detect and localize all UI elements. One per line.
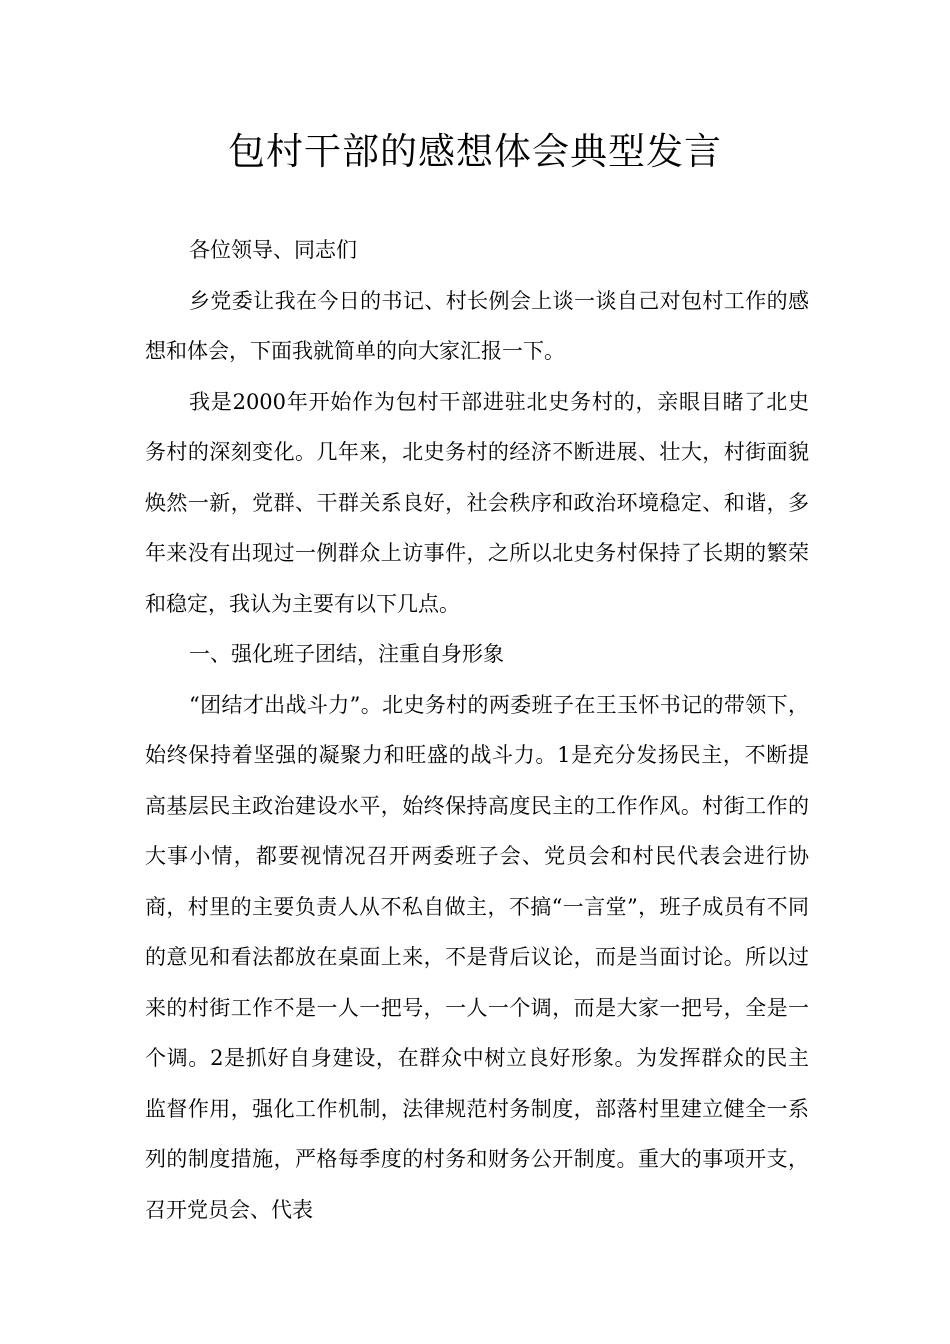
paragraph-greeting: 各位领导、同志们	[189, 238, 357, 262]
paragraph-background: 我是2000年开始作为包村干部进驻北史务村的，亲眼目睹了北史务村的深刻变化。几年来，北史务村的经济不断进展、壮大，村街面貌焕然一新，党群、干群关系良好，社会秩序和政治环境稳定、和谐，多年来没有出现过一例群众上访事件，之所以北史务村保持了长期的繁荣和稳定，我认为主要有以下几点。	[145, 389, 809, 616]
document-body	[145, 225, 809, 1235]
paragraph-section-1: “团结才出战斗力”。北史务村的两委班子在王玉怀书记的带领下，始终保持着坚强的凝聚力和旺盛的战斗力。1是充分发扬民主，不断提高基层民主政治建设水平，始终保持高度民主的工作作风。村街工作的大事小情，都要视情况召开两委班子会、党员会和村民代表会进行协商，村里的主要负责人从不私自做主，不搞“一言堂”，班子成员有不同的意见和看法都放在桌面上来，不是背后议论，而是当面讨论。所以过来的村街工作不是一人一把号，一人一个调，而是大家一把号，全是一个调。2是抓好自身建设，在群众中树立良好形象。为发挥群众的民主监督作用，强化工作机制，法律规范村务制度，部落村里建立健全一系列的制度措施，严格每季度的村务和财务公开制度。重大的事项开支，召开党员会、代表	[145, 692, 809, 1222]
paragraph-intro: 乡党委让我在今日的书记、村长例会上谈一谈自己对包村工作的感想和体会，下面我就简单的向大家汇报一下。	[145, 288, 809, 363]
document-title: 包村干部的感想体会典型发言	[228, 130, 722, 173]
section-heading-1: 一、强化班子团结，注重自身形象	[189, 642, 504, 666]
